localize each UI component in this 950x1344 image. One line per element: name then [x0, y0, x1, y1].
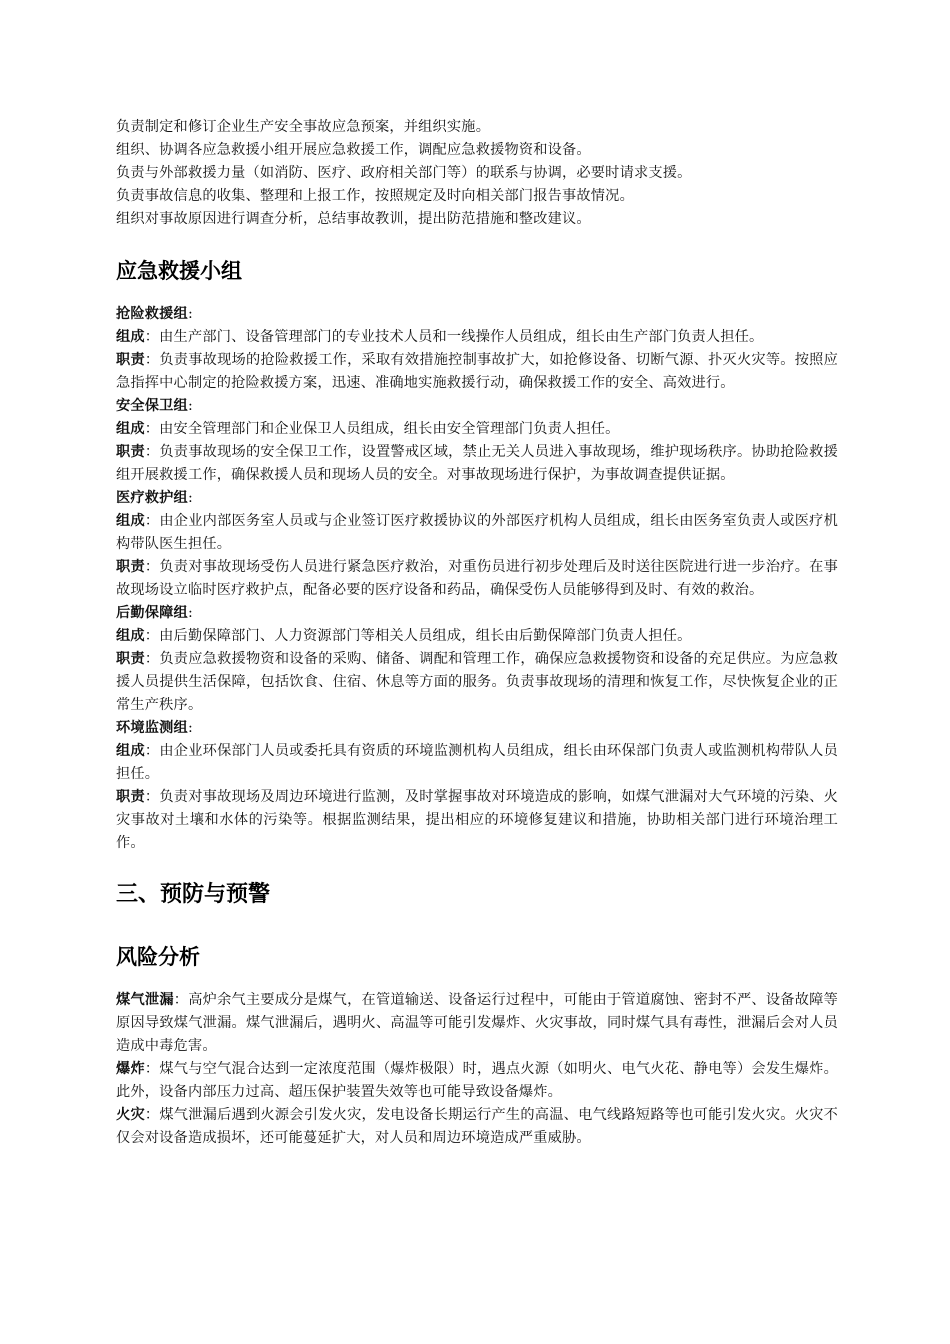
group-composition: 组成：由生产部门、设备管理部门的专业技术人员和一线操作人员组成，组长由生产部门负责人担任。 [116, 329, 764, 345]
risk-label: 火灾 [116, 1107, 145, 1123]
group-name: 环境监测组 [116, 720, 188, 736]
document-page [116, 116, 838, 1150]
group-composition: 组成：由企业环保部门人员或委托具有资质的环境监测机构人员组成，组长由环保部门负责人或监测机构带队人员担任。 [116, 743, 839, 782]
group-composition: 组成：由企业内部医务室人员或与企业签订医疗救援协议的外部医疗机构人员组成，组长由医务室负责人或医疗机构带队医生担任。 [116, 513, 839, 552]
group-title: 医疗救护组: [116, 490, 193, 506]
group-title: 抢险救援组: [116, 306, 193, 322]
risk-list [116, 989, 838, 1150]
group-name: 医疗救护组 [116, 490, 188, 506]
risk-item: 火灾：煤气泄漏后遇到火源会引发火灾，发电设备长期运行产生的高温、电气线路短路等也可能引发火灾。火灾不仅会对设备造成损坏，还可能蔓延扩大，对人员和周边环境造成严重威胁。 [116, 1107, 839, 1146]
group-duty: 职责：负责事故现场的抢险救援工作，采取有效措施控制事故扩大，如抢修设备、切断气源、扑灭火灾等。按照应急指挥中心制定的抢险救援方案，迅速、准确地实施救援行动，确保救援工作的安全、高效进行。 [116, 352, 839, 391]
risk-label: 爆炸 [116, 1061, 145, 1077]
group-name: 抢险救援组 [116, 306, 188, 322]
group-name: 后勤保障组 [116, 605, 188, 621]
risk-item: 煤气泄漏：高炉余气主要成分是煤气，在管道输送、设备运行过程中，可能由于管道腐蚀、密封不严、设备故障等原因导致煤气泄漏。煤气泄漏后，遇明火、高温等可能引发爆炸、火灾事故，同时煤气具有毒性，泄漏后会对人员造成中毒危害。 [116, 992, 838, 1054]
intro-line: 组织、协调各应急救援小组开展应急救援工作，调配应急救援物资和设备。 [116, 142, 591, 158]
group-title: 安全保卫组: [116, 398, 193, 414]
group-composition: 组成：由安全管理部门和企业保卫人员组成，组长由安全管理部门负责人担任。 [116, 421, 620, 437]
intro-list [116, 116, 838, 231]
intro-line: 负责事故信息的收集、整理和上报工作，按照规定及时向相关部门报告事故情况。 [116, 188, 634, 204]
group-duty: 职责：负责对事故现场及周边环境进行监测，及时掌握事故对环境造成的影响，如煤气泄漏对大气环境的污染、火灾事故对土壤和水体的污染等。根据监测结果，提出相应的环境修复建议和措施，协助相关部门进行环境治理工作。 [116, 789, 839, 851]
group-duty: 职责：负责应急救援物资和设备的采购、储备、调配和管理工作，确保应急救援物资和设备的充足供应。为应急救援人员提供生活保障，包括饮食、住宿、休息等方面的服务。负责事故现场的清理和恢复工作，尽快恢复企业的正常生产秩序。 [116, 651, 839, 713]
group-composition: 组成：由后勤保障部门、人力资源部门等相关人员组成，组长由后勤保障部门负责人担任。 [116, 628, 692, 644]
section-heading-risk: 风险分析 [116, 945, 200, 969]
section-heading-prevention: 三、预防与预警 [116, 882, 271, 907]
group-title: 环境监测组: [116, 720, 193, 736]
group-name: 安全保卫组 [116, 398, 188, 414]
group-duty: 职责：负责对事故现场受伤人员进行紧急医疗救治，对重伤员进行初步处理后及时送往医院进行进一步治疗。在事故现场设立临时医疗救护点，配备必要的医疗设备和药品，确保受伤人员能够得到及时、有效的救治。 [116, 559, 839, 598]
group-title: 后勤保障组: [116, 605, 193, 621]
intro-line: 组织对事故原因进行调查分析，总结事故教训，提出防范措施和整改建议。 [116, 211, 591, 227]
section-heading-rescue: 应急救援小组 [116, 259, 242, 283]
group-duty: 职责：负责事故现场的安全保卫工作，设置警戒区域，禁止无关人员进入事故现场，维护现场秩序。协助抢险救援组开展救援工作，确保救援人员和现场人员的安全。对事故现场进行保护，为事故调查提供证据。 [116, 444, 839, 483]
intro-line: 负责与外部救援力量（如消防、医疗、政府相关部门等）的联系与协调，必要时请求支援。 [116, 165, 692, 181]
intro-line: 负责制定和修订企业生产安全事故应急预案，并组织实施。 [116, 119, 491, 135]
rescue-groups [116, 303, 838, 855]
risk-label: 煤气泄漏 [116, 992, 174, 1008]
risk-item: 爆炸：煤气与空气混合达到一定浓度范围（爆炸极限）时，遇点火源（如明火、电气火花、静电等）会发生爆炸。此外，设备内部压力过高、超压保护装置失效等也可能导致设备爆炸。 [116, 1061, 839, 1100]
